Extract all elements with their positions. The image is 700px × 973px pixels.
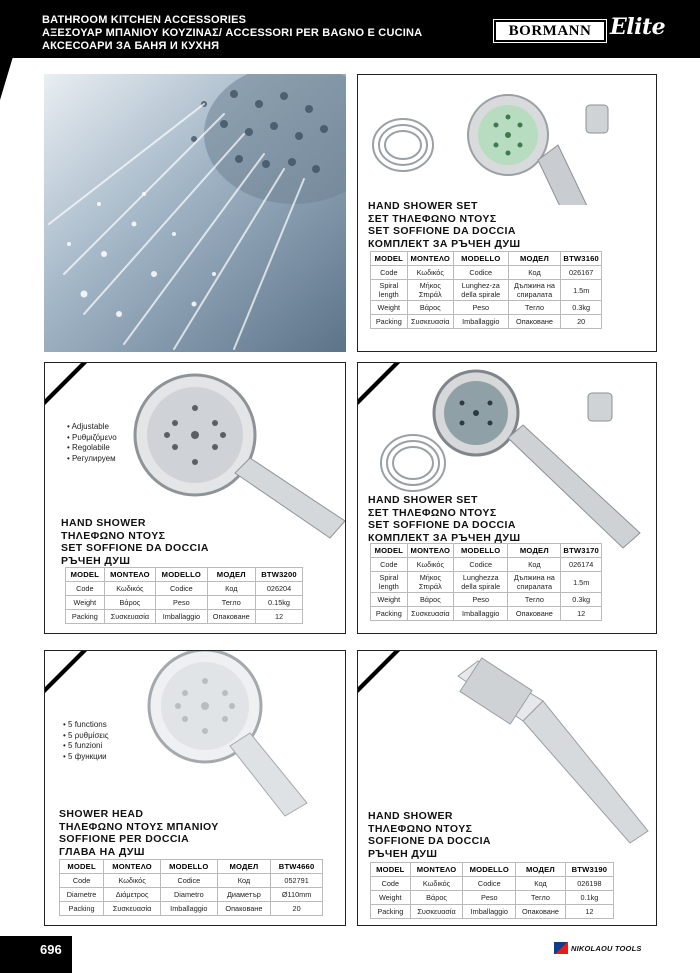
spec-cell: Κωδικός (104, 874, 161, 888)
spec-cell: Тегло (508, 301, 561, 315)
spec-cell: Diametro (161, 888, 218, 902)
hand-shower-set-image (358, 75, 657, 205)
title-line: HAND SHOWER (368, 810, 453, 822)
nikolaou-logo-icon (554, 942, 568, 954)
spec-cell: Codice (463, 877, 516, 891)
title-line: КОМПЛЕКТ ЗА РЪЧЕН ДУШ (368, 531, 521, 544)
title-line: SOFFIONE DA DOCCIA (368, 835, 491, 847)
page-number: 696 (0, 936, 72, 973)
spec-cell: Codice (156, 582, 207, 596)
spec-cell: Дължина на спиралата (508, 280, 561, 301)
title-en: HAND SHOWER SET (368, 200, 478, 212)
title-line: ΤΗΛΕΦΩΝΟ ΝΤΟΥΣ (61, 529, 166, 542)
spec-cell: 0.15kg (256, 596, 303, 610)
product-title (368, 494, 520, 544)
header-corner (0, 0, 30, 100)
spec-cell: Код (217, 874, 271, 888)
spec-cell: Packing (66, 610, 105, 624)
spec-cell: Код (508, 558, 561, 572)
spec-cell: Packing (371, 607, 408, 621)
spec-cell: 20 (561, 315, 602, 329)
spec-cell: Βάρος (407, 593, 453, 607)
spec-cell: Peso (156, 596, 207, 610)
spec-cell: Код (508, 266, 561, 280)
spec-cell: Дължина на спиралата (508, 572, 561, 593)
spec-cell: Тегло (508, 593, 561, 607)
spec-cell: Packing (60, 902, 104, 916)
spec-cell: Διάμετρος (104, 888, 161, 902)
spec-cell: BTW4660 (271, 860, 323, 874)
spec-cell: Imballaggio (161, 902, 218, 916)
spec-cell: ΜΟΝΤΕΛΟ (407, 252, 453, 266)
spec-cell: 026174 (561, 558, 602, 572)
spec-cell: Συσκευασία (407, 607, 453, 621)
title-line: ΤΗΛΕΦΩΝΟ ΝΤΟΥΣ (368, 822, 473, 835)
spec-cell: Code (66, 582, 105, 596)
feature-item: • Regolabile (67, 443, 117, 454)
spec-cell: MODELLO (453, 252, 508, 266)
title-line: ГЛАВА НА ДУШ (59, 845, 145, 858)
product-panel-btw4660 (44, 650, 346, 926)
product-title (61, 517, 209, 567)
spec-cell: MODELLO (454, 544, 508, 558)
spec-cell: Imballaggio (156, 610, 207, 624)
spec-cell: MODELLO (156, 568, 207, 582)
feature-list (67, 422, 117, 464)
spec-cell: Code (60, 874, 104, 888)
spec-cell: ΜΟΝΤΕΛΟ (407, 544, 453, 558)
spec-cell: BTW3190 (565, 863, 613, 877)
spec-cell: Συσκευασία (407, 315, 453, 329)
title-line: HAND SHOWER SET (368, 494, 478, 506)
spec-cell: MODEL (371, 544, 408, 558)
product-title (368, 200, 520, 250)
spec-table (59, 859, 323, 916)
spec-cell: 026204 (256, 582, 303, 596)
product-panel-btw3160 (357, 74, 657, 352)
elite-logo: Elite (610, 14, 666, 40)
spec-cell: Συσκευασία (104, 902, 161, 916)
title-el: ΣΕΤ ΤΗΛΕΦΩΝΟ ΝΤΟΥΣ (368, 212, 497, 225)
feature-item: • 5 ρυθμίσεις (63, 731, 109, 742)
spec-cell: МОДЕЛ (516, 863, 566, 877)
spec-cell: Imballaggio (453, 315, 508, 329)
product-title (59, 808, 219, 858)
header-line-1: BATHROOM KITCHEN ACCESSORIES (42, 14, 247, 26)
spec-table (370, 862, 614, 919)
title-bg: КОМПЛЕКТ ЗА РЪЧЕН ДУШ (368, 237, 521, 250)
spec-cell: Код (516, 877, 566, 891)
spec-cell: Μήκος Σπιράλ (407, 572, 453, 593)
title-line: SHOWER HEAD (59, 808, 144, 820)
spec-cell: 1.5m (561, 280, 602, 301)
nikolaou-logo-text: NIKOLAOU TOOLS (571, 943, 642, 953)
spec-cell: Тегло (516, 891, 566, 905)
spec-cell: MODEL (60, 860, 104, 874)
title-it: SET SOFFIONE DA DOCCIA (368, 225, 516, 237)
feature-item: • 5 functions (63, 720, 109, 731)
product-panel-btw3170 (357, 362, 657, 634)
spec-cell: Packing (371, 315, 408, 329)
title-line: SET SOFFIONE DA DOCCIA (368, 519, 516, 531)
spec-cell: Code (371, 266, 408, 280)
spec-cell: Peso (453, 301, 508, 315)
spec-cell: BTW3160 (561, 252, 602, 266)
product-panel-btw3190 (357, 650, 657, 926)
spec-cell: 052791 (271, 874, 323, 888)
spec-cell: BTW3200 (256, 568, 303, 582)
feature-list (63, 720, 109, 762)
spec-cell: 12 (256, 610, 303, 624)
spec-cell: Imballaggio (454, 607, 508, 621)
spec-cell: Συσκευασία (104, 610, 156, 624)
spec-cell: Weight (66, 596, 105, 610)
spec-cell: Spiral length (371, 280, 408, 301)
spec-cell: Lunghezza della spirale (454, 572, 508, 593)
spec-cell: Lunghez-za della spirale (453, 280, 508, 301)
spec-cell: Diametre (60, 888, 104, 902)
spec-cell: Опаковане (508, 315, 561, 329)
spec-cell: Диаметър (217, 888, 271, 902)
spec-cell: Peso (463, 891, 516, 905)
spec-cell: MODELLO (463, 863, 516, 877)
feature-item: • 5 funzioni (63, 741, 109, 752)
spec-cell: Codice (453, 266, 508, 280)
feature-item: • Регулируем (67, 454, 117, 465)
feature-item: • 5 функции (63, 752, 109, 763)
spec-cell: 12 (565, 905, 613, 919)
spec-cell: 1.5m (561, 572, 602, 593)
spec-cell: Codice (454, 558, 508, 572)
spec-cell: Βάρος (410, 891, 463, 905)
title-line: SOFFIONE PER DOCCIA (59, 833, 190, 845)
spec-cell: 0.3kg (561, 593, 602, 607)
spec-cell: Опаковане (207, 610, 256, 624)
spec-cell: MODEL (371, 863, 411, 877)
spec-cell: Codice (161, 874, 218, 888)
spec-table (370, 251, 602, 329)
shower-water-photo (44, 74, 346, 352)
title-line: РЪЧЕН ДУШ (61, 554, 131, 567)
product-title (368, 810, 491, 860)
spec-cell: Code (371, 558, 408, 572)
title-line: HAND SHOWER (61, 517, 146, 529)
spec-cell: МОДЕЛ (217, 860, 271, 874)
spec-cell: 026167 (561, 266, 602, 280)
spec-cell: MODEL (371, 252, 408, 266)
spec-cell: MODELLO (161, 860, 218, 874)
title-line: ΣΕΤ ΤΗΛΕΦΩΝΟ ΝΤΟΥΣ (368, 506, 497, 519)
spec-cell: МОДЕЛ (207, 568, 256, 582)
spec-cell: ΜΟΝΤΕΛΟ (104, 860, 161, 874)
spec-cell: Опаковане (516, 905, 566, 919)
header-line-2: ΑΞΕΣΟΥΑΡ ΜΠΑΝΙΟΥ ΚΟΥΖΙΝΑΣ/ ACCESSORI PER BAGNO E CUCINA (42, 27, 423, 39)
spec-cell: Тегло (207, 596, 256, 610)
spec-table (370, 543, 602, 621)
spec-cell: МОДЕЛ (508, 252, 561, 266)
spec-cell: 0.3kg (561, 301, 602, 315)
spec-cell: Опаковане (217, 902, 271, 916)
spec-cell: Βάρος (407, 301, 453, 315)
spec-cell: 12 (561, 607, 602, 621)
spec-cell: Κωδικός (104, 582, 156, 596)
spec-cell: Peso (454, 593, 508, 607)
spec-cell: Код (207, 582, 256, 596)
spec-cell: Κωδικός (407, 266, 453, 280)
spec-cell: ΜΟΝΤΕΛΟ (104, 568, 156, 582)
spec-cell: Code (371, 877, 411, 891)
bormann-logo: BORMANN (494, 20, 606, 42)
spec-cell: 026198 (565, 877, 613, 891)
nikolaou-tools-logo (554, 941, 654, 955)
spec-cell: Weight (371, 891, 411, 905)
spec-cell: Συσκευασία (410, 905, 463, 919)
spec-cell: МОДЕЛ (508, 544, 561, 558)
title-line: ΤΗΛΕΦΩΝΟ ΝΤΟΥΣ ΜΠΑΝΙΟΥ (59, 820, 219, 833)
spec-cell: Κωδικός (410, 877, 463, 891)
spec-cell: Spiral length (371, 572, 408, 593)
spec-cell: ΜΟΝΤΕΛΟ (410, 863, 463, 877)
spec-cell: Imballaggio (463, 905, 516, 919)
title-line: РЪЧЕН ДУШ (368, 847, 438, 860)
spec-cell: Weight (371, 301, 408, 315)
spec-table (65, 567, 303, 624)
spec-cell: 20 (271, 902, 323, 916)
spec-cell: Weight (371, 593, 408, 607)
title-line: SET SOFFIONE DA DOCCIA (61, 542, 209, 554)
spec-cell: 0.1kg (565, 891, 613, 905)
spec-cell: Κωδικός (407, 558, 453, 572)
feature-item: • Adjustable (67, 422, 117, 433)
spec-cell: MODEL (66, 568, 105, 582)
spec-cell: Ø110mm (271, 888, 323, 902)
header-line-3: АКСЕСОАРИ ЗА БАНЯ И КУХНЯ (42, 40, 220, 52)
water-spray-illustration (44, 74, 346, 352)
spec-cell: Опаковане (508, 607, 561, 621)
product-panel-btw3200 (44, 362, 346, 634)
spec-cell: Βάρος (104, 596, 156, 610)
spec-cell: Μήκος Σπιράλ (407, 280, 453, 301)
feature-item: • Ρυθμιζόμενο (67, 433, 117, 444)
spec-cell: BTW3170 (561, 544, 602, 558)
spec-cell: Packing (371, 905, 411, 919)
